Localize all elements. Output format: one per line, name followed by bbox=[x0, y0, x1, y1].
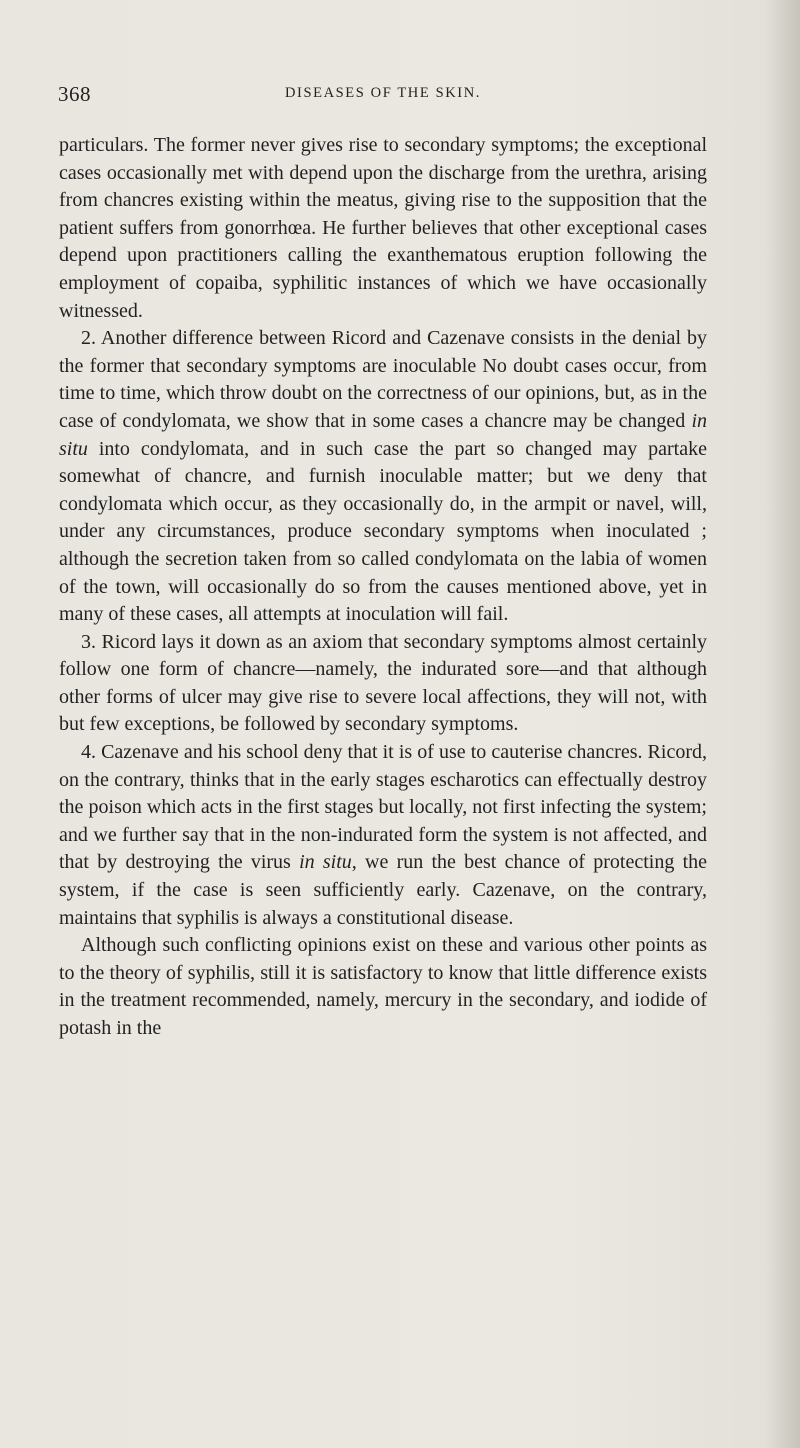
paragraph bbox=[59, 739, 707, 932]
paragraph-text: into condylomata, and in such case the part so changed may partake somewhat of chancre, and furnish inoculable matter; but we deny that condylomata which occur, as they occasionally do, in the armpit or navel, will, under any circumstances, produce secondary symptoms when inoculated ; although the secretion taken from so called condylomata on the labia of women of the town, will occasionally do so from the causes mentioned above, yet in many of these cases, all attempts at inoculation will fail. bbox=[59, 437, 707, 626]
paragraph-text: Although such conflicting opinions exist on these and various other points as to the theory of syphilis, still it is satisfactory to know that little difference exists in the treatment recommended, namely, mercury in the secondary, and iodide of potash in the bbox=[59, 934, 707, 1039]
paragraph bbox=[59, 932, 707, 1042]
paragraph bbox=[59, 325, 707, 629]
page-number: 368 bbox=[58, 82, 91, 106]
italic-phrase: in situ bbox=[59, 409, 707, 460]
page-edge-shadow bbox=[764, 0, 800, 1448]
running-head: DISEASES OF THE SKIN. bbox=[284, 85, 482, 101]
body-text bbox=[59, 132, 707, 1043]
paragraph bbox=[59, 629, 707, 739]
paragraph-text: particulars. The former never gives rise to secondary symptoms; the exceptional cases occasionally met with depend upon the discharge from the urethra, arising from chancres existing within the meatus, giving rise to the supposition that the patient suffers from gonorrhœa. He further believes that other exceptional cases depend upon practitioners calling the exanthematous eruption following the employment of copaiba, syphilitic instances of which we have occasionally witnessed. bbox=[59, 134, 707, 322]
paragraph-text: 3. Ricord lays it down as an axiom that secondary symptoms almost certainly follow one form of chancre—namely, the indurated sore—and that although other forms of ulcer may give rise to severe local affections, they will not, with but few exceptions, be followed by secondary symptoms. bbox=[59, 630, 707, 736]
page-header bbox=[58, 82, 708, 112]
italic-phrase: in situ bbox=[299, 851, 352, 874]
paragraph-text: 2. Another difference between Ricord and Cazenave consists in the denial by the former that secondary symptoms are inoculable No doubt cases occur, from time to time, which throw doubt on the correctness of our opinions, but, as in the case of condylomata, we show that in some cases a chancre may be changed bbox=[59, 327, 707, 432]
paragraph-text: , we run the best chance of protecting the system, if the case is seen sufficiently early. Cazenave, on the contrary, maintains that syphilis is always a constitutional disease. bbox=[59, 851, 708, 929]
paragraph bbox=[59, 132, 707, 325]
paragraph-text: 4. Cazenave and his school deny that it is of use to cauterise chancres. Ricord, on the contrary, thinks that in the early stages escharotics can effectually destroy the poison which acts in the first stages but locally, not first infecting the system; and we further say that in the non-indurated form the system is not affected, and that by destroying the virus bbox=[59, 741, 707, 874]
